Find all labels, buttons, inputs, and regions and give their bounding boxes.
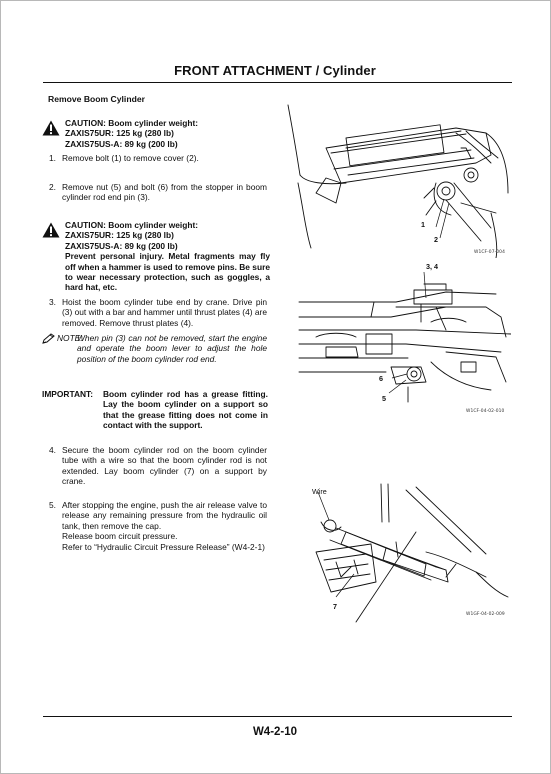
caution-block-2 [42, 220, 270, 293]
figure-boom-cylinder-support [296, 482, 511, 624]
callout-3-4: 3, 4 [426, 262, 438, 271]
callout-wire: Wire [312, 487, 327, 496]
warning-triangle-icon [42, 120, 60, 136]
caution-weight-75ur: ZAXIS75UR: 125 kg (280 lb) [65, 230, 174, 241]
callout-7: 7 [333, 602, 337, 611]
step-number: 2. [49, 182, 56, 192]
note-block [42, 333, 267, 364]
section-title: Remove Boom Cylinder [48, 94, 145, 104]
callout-5: 5 [382, 394, 386, 403]
step-subtext: Release boom circuit pressure. [62, 531, 178, 542]
cylinder-rod-pin-illustration [296, 262, 511, 417]
step-reference: Refer to “Hydraulic Circuit Pressure Release” (W4-2-1) [62, 541, 265, 552]
caution-heading: CAUTION: Boom cylinder weight: [65, 220, 199, 230]
step-text: Hoist the boom cylinder tube end by crane. Drive pin (3) out with a bar and hammer until thrust plates (4) are removed. Remove thrust plates (4). [62, 297, 267, 328]
callout-2: 2 [434, 235, 438, 244]
callout-6: 6 [379, 374, 383, 383]
step-5 [49, 500, 267, 552]
caution-weight-75ur: ZAXIS75UR: 125 kg (280 lb) [65, 128, 174, 139]
step-text: Remove bolt (1) to remove cover (2). [62, 153, 199, 163]
step-text: Remove nut (5) and bolt (6) from the stopper in boom cylinder rod end pin (3). [62, 182, 267, 203]
page-number: W4-2-10 [252, 726, 298, 738]
step-text: Secure the boom cylinder rod on the boom cylinder tube with a wire so that the boom cylinder rod is not extended. Lay boom cylinder (7) on a support by crane. [62, 445, 267, 487]
callout-1: 1 [421, 220, 425, 229]
important-text: Boom cylinder rod has a grease fitting. Lay the boom cylinder on a support so that the grease fitting does not come in contact with the support. [103, 389, 268, 431]
boom-cylinder-cover-illustration [286, 103, 511, 258]
figure-code: W1CF-04-02-010 [466, 409, 505, 414]
figure-boom-cylinder-cover [286, 103, 511, 258]
pencil-icon [42, 333, 56, 344]
step-text: After stopping the engine, push the air release valve to release any remaining pressure from the hydraulic oil tank, then remove the cap. [62, 500, 267, 531]
step-3 [49, 297, 267, 328]
step-number: 1. [49, 153, 56, 163]
footer-divider [43, 716, 512, 717]
figure-code: W1GF-04-02-009 [466, 612, 505, 617]
caution-warning-text: Prevent personal injury. Metal fragments may fly off when a hammer is used to remove pins. Be sure to wear necessary protection, such as goggles, a hard hat, etc. [65, 251, 270, 293]
caution-block-1 [42, 118, 270, 149]
step-number: 5. [49, 500, 56, 510]
step-1 [49, 153, 267, 163]
caution-weight-75usa: ZAXIS75US-A: 89 kg (200 lb) [65, 138, 178, 149]
caution-weight-75usa: ZAXIS75US-A: 89 kg (200 lb) [65, 240, 178, 251]
header-divider [43, 82, 512, 83]
important-label: IMPORTANT: [42, 389, 94, 399]
figure-code: W1CF-07-004 [474, 250, 505, 255]
note-label: NOTE: [57, 333, 83, 343]
step-number: 3. [49, 297, 56, 307]
warning-triangle-icon [42, 222, 60, 238]
page-title: FRONT ATTACHMENT / Cylinder [174, 63, 376, 78]
boom-cylinder-support-illustration [296, 482, 511, 624]
figure-cylinder-rod-pin [296, 262, 511, 417]
caution-heading: CAUTION: Boom cylinder weight: [65, 118, 199, 128]
important-block [42, 389, 268, 431]
step-2 [49, 182, 267, 203]
note-text: When pin (3) can not be removed, start the engine and operate the boom lever to adjust the hole position of the boom cylinder rod end. [77, 333, 267, 364]
step-number: 4. [49, 445, 56, 455]
step-4 [49, 445, 267, 487]
